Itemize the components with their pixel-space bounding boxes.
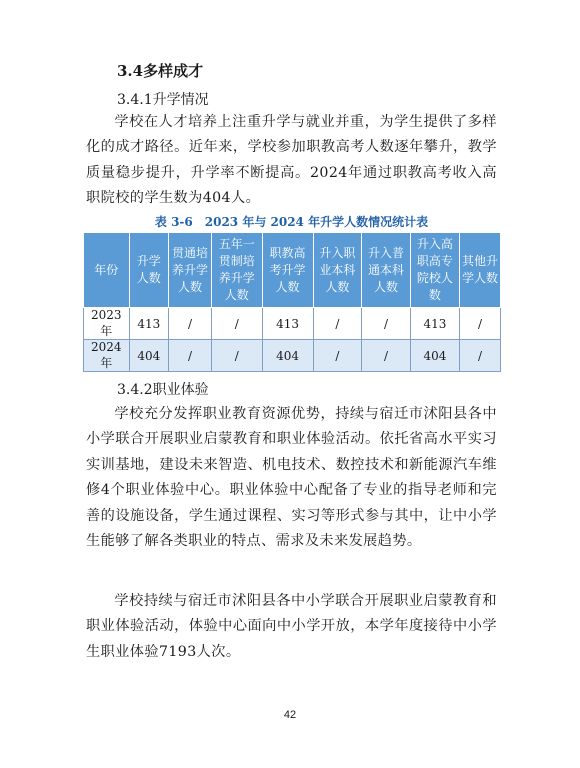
- table-header-row: [84, 233, 501, 308]
- paragraph-enrollment: 学校在人才培养上注重升学与就业并重，为学生提供了多样化的成才路径。近年来，学校参加职教高考人数逐年攀升，教学质量稳步提升，升学率不断提高。2024年通过职教高考收入高职院校的学生数为404人。: [86, 114, 497, 207]
- page-number: 42: [283, 709, 297, 721]
- table-cell: /: [211, 308, 262, 340]
- table-cell: 413: [262, 308, 313, 340]
- table-cell: /: [211, 340, 262, 372]
- table-cell: 404: [129, 340, 169, 372]
- subsection-title-career-experience: 3.4.2职业体验: [117, 382, 209, 398]
- table-cell: 404: [262, 340, 313, 372]
- header-vocational-exam: 职教高考升学人数: [262, 233, 313, 308]
- header-vocational-bachelor: 升入职业本科人数: [313, 233, 362, 308]
- table-cell: /: [362, 340, 411, 372]
- table-cell: /: [169, 340, 212, 372]
- table-cell: /: [459, 308, 500, 340]
- enrollment-table: [83, 232, 501, 372]
- table-cell: /: [459, 340, 500, 372]
- paragraph-experience-center: 学校持续与宿迁市沭阳县各中小学联合开展职业启蒙教育和职业体验活动，体验中心面向中小学开放，本学年度接待中小学生职业体验7193人次。: [86, 593, 497, 660]
- table-cell: 404: [410, 340, 459, 372]
- table-cell: 413: [129, 308, 169, 340]
- table-cell: 2024年: [84, 340, 130, 372]
- table-cell: /: [362, 308, 411, 340]
- header-five-year: 五年一贯制培养升学人数: [211, 233, 262, 308]
- header-through-training: 贯通培养升学人数: [169, 233, 212, 308]
- table-row: [84, 308, 501, 340]
- header-higher-vocational: 升入高职高专院校人数: [410, 233, 459, 308]
- table-cell: /: [169, 308, 212, 340]
- table-cell: 2023年: [84, 308, 130, 340]
- table-cell: 413: [410, 308, 459, 340]
- table-row: [84, 340, 501, 372]
- table-cell: /: [313, 308, 362, 340]
- header-other: 其他升学人数: [459, 233, 500, 308]
- table-cell: /: [313, 340, 362, 372]
- table-caption: 表 3-6 2023 年与 2024 年升学人数情况统计表: [154, 215, 429, 229]
- subsection-title-enrollment: 3.4.1升学情况: [117, 92, 209, 108]
- header-general-bachelor: 升入普通本科人数: [362, 233, 411, 308]
- header-total: 升学人数: [129, 233, 169, 308]
- paragraph-career-experience: 学校充分发挥职业教育资源优势，持续与宿迁市沭阳县各中小学联合开展职业启蒙教育和职业体验活动。依托省高水平实习实训基地，建设未来智造、机电技术、数控技术和新能源汽车维修4个职业体验中心。职业体验中心配备了专业的指导老师和完善的设施设备，学生通过课程、实习等形式参与其中，让中小学生能够了解各类职业的特点、需求及未来发展趋势。: [86, 406, 497, 550]
- section-title: 3.4多样成才: [117, 62, 204, 80]
- header-year: 年份: [84, 233, 130, 308]
